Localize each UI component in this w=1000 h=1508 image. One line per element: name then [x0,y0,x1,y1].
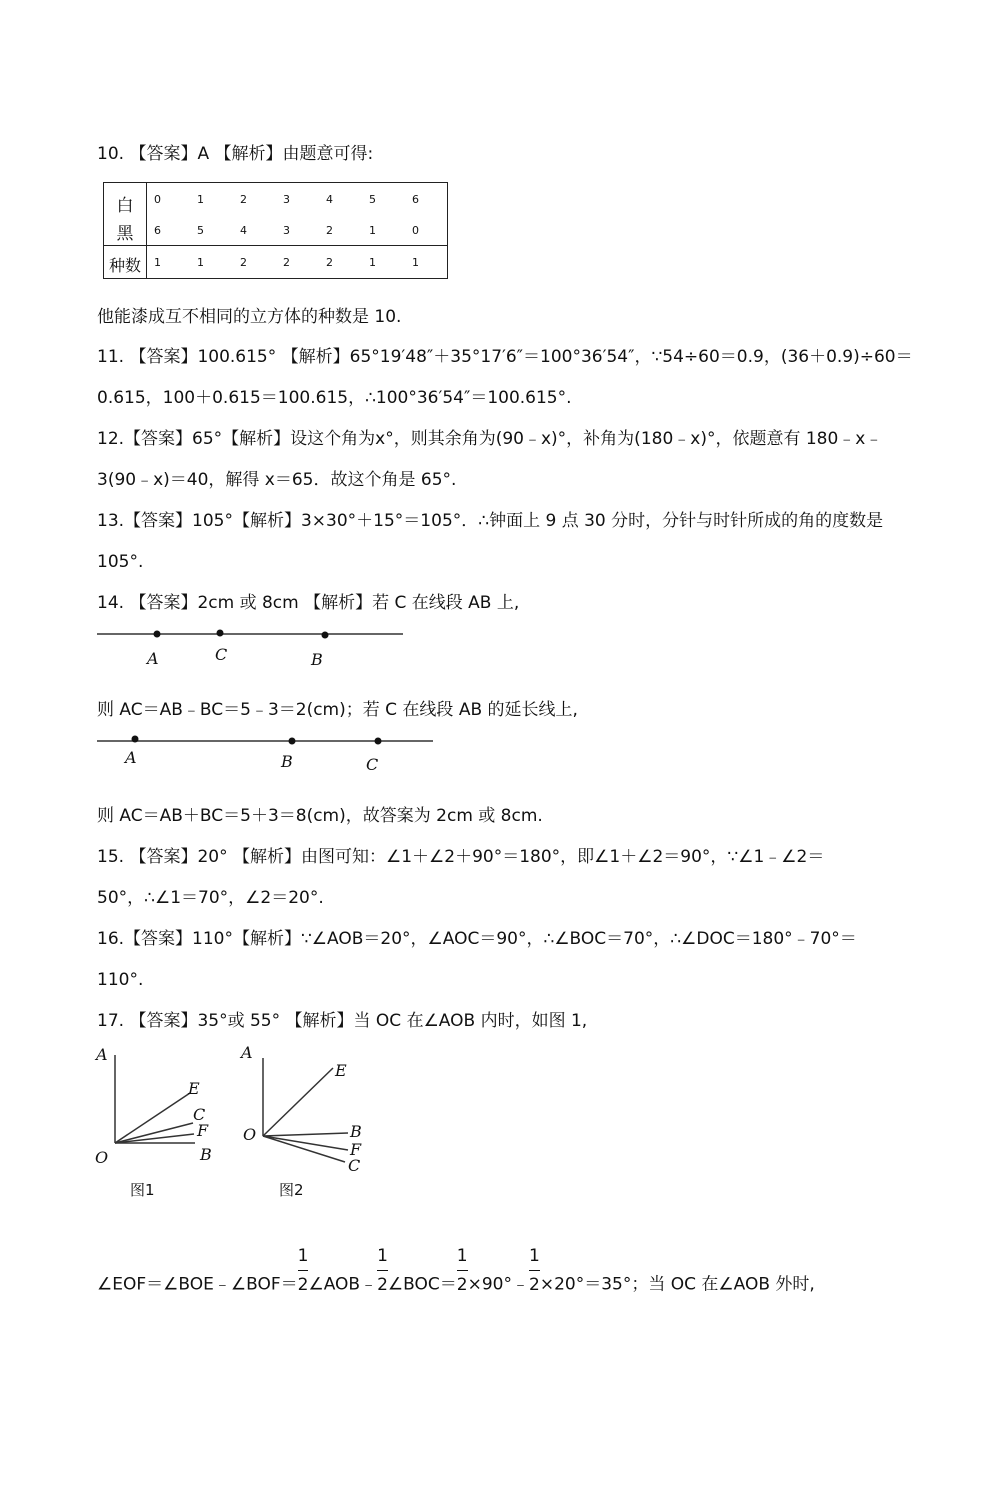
label-f: F [197,1121,209,1140]
table-cell: 6 [412,193,419,206]
table-cell: 5 [197,224,204,237]
q16-line1: 16.【答案】110°【解析】∵∠AOB＝20°，∠AOC＝90°，∴∠BOC＝70°，∴∠DOC＝180°﹣70°＝ [97,929,857,949]
q11-line2: 0.615，100＋0.615＝100.615，∴100°36′54″＝100.615°. [97,388,572,408]
label-c: C [348,1156,361,1175]
label-c: C [366,755,379,774]
q10-conclusion: 他能漆成互不相同的立方体的种数是 10. [97,307,402,327]
angle-figure-1 [90,1040,230,1205]
row-header-count: 种数 [108,256,141,275]
label-b: B [200,1145,212,1164]
q15-line2: 50°，∴∠1＝70°，∠2＝20°. [97,888,324,908]
q14-line1: 14. 【答案】2cm 或 8cm 【解析】若 C 在线段 AB 上, [97,593,520,613]
table-cell: 1 [412,256,419,269]
table-cell: 4 [326,193,333,206]
table-cell: 2 [326,256,333,269]
table-cell: 1 [369,256,376,269]
label-f: F [350,1140,362,1159]
segment-figure-2 [95,728,440,778]
table-cell: 6 [154,224,161,237]
segment-figure-1 [95,620,415,675]
table-cell: 1 [197,193,204,206]
figure-caption: 图2 [279,1181,304,1199]
table-cell: 4 [240,224,247,237]
point-a [132,736,139,743]
label-a: A [241,1043,253,1062]
row-header-white: 白 [116,196,134,216]
label-e: E [188,1079,200,1098]
q14-line3: 则 AC＝AB＋BC＝5＋3＝8(cm)，故答案为 2cm 或 8cm. [97,806,543,826]
table-cell: 1 [197,256,204,269]
fraction-half: $\frac{1}{2}$ [297,1246,309,1295]
label-a: A [125,748,137,767]
q12-line1: 12.【答案】65°【解析】设这个角为x°，则其余角为(90﹣x)°，补角为(180﹣x)°，依题意有 180﹣x﹣ [97,429,883,449]
table-cell: 2 [283,256,290,269]
q11-line1: 11. 【答案】100.615° 【解析】65°19′48″＋35°17′6″＝100°36′54″，∵54÷60＝0.9，(36＋0.9)÷60＝ [97,347,913,367]
label-c: C [215,645,228,664]
point-c [217,630,224,637]
q12-line2: 3(90﹣x)＝40，解得 x＝65．故这个角是 65°. [97,470,457,490]
table-cell: 1 [369,224,376,237]
label-e: E [335,1061,347,1080]
label-c: C [193,1105,206,1124]
label-b: B [311,650,323,669]
point-c [375,738,382,745]
q16-line2: 110°. [97,970,144,990]
table-cell: 2 [326,224,333,237]
label-a: A [96,1045,108,1064]
q13-line2: 105°. [97,552,144,572]
fraction-half: $\frac{1}{2}$ [377,1246,388,1295]
fraction-half: $\frac{1}{2}$ [456,1246,468,1295]
angle-figure-2 [235,1040,375,1205]
fraction-half: $\frac{1}{2}$ [529,1246,540,1295]
point-b [322,632,329,639]
label-o: O [243,1125,257,1144]
table-cell: 1 [154,256,161,269]
table-cell: 0 [154,193,161,206]
table-cell: 2 [240,193,247,206]
q10-line: 10. 【答案】A 【解析】由题意可得: [97,144,374,164]
label-b: B [350,1122,362,1141]
point-b [289,738,296,745]
answer-table [103,182,448,279]
label-b: B [281,752,293,771]
q17-equation: ∠EOF＝∠BOE﹣∠BOF＝ $\frac{1}{2}$ ∠AOB﹣ $\frac{1}{2}$ ∠BOC＝ $\frac{1}{2}$ ×90°﹣ $\frac{1}{2}$ ×20°＝35°；当 OC 在∠AOB 外时, [97,1256,815,1313]
figure-caption: 图1 [130,1181,155,1199]
table-cell: 2 [240,256,247,269]
table-cell: 0 [412,224,419,237]
q15-line1: 15. 【答案】20° 【解析】由图可知：∠1＋∠2＋90°＝180°，即∠1＋∠2＝90°，∵∠1﹣∠2＝ [97,847,825,867]
q13-line1: 13.【答案】105°【解析】3×30°＋15°＝105°．∴钟面上 9 点 30 分时，分针与时针所成的角的度数是 [97,511,884,531]
table-cell: 3 [283,224,290,237]
q17-line1: 17. 【答案】35°或 55° 【解析】当 OC 在∠AOB 内时，如图 1, [97,1011,588,1031]
row-header-black: 黑 [116,224,134,244]
table-cell: 3 [283,193,290,206]
table-cell: 5 [369,193,376,206]
label-o: O [95,1148,109,1167]
point-a [154,631,161,638]
label-a: A [147,649,159,668]
q14-line2: 则 AC＝AB﹣BC＝5﹣3＝2(cm)；若 C 在线段 AB 的延长线上, [97,700,578,720]
